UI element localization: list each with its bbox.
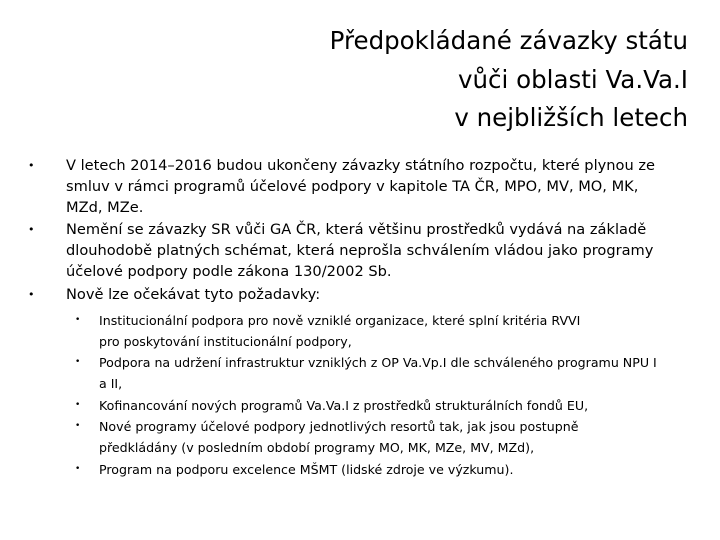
title-line-2: vůči oblasti Va.Va.I (458, 64, 688, 94)
bullet-item-2 (28, 220, 698, 282)
sub-bullet-item-5 (75, 459, 675, 480)
sub-bullet-line: Podpora na udržení infrastruktur vzniklých z OP Va.Vp.I dle schváleného programu NPU I (99, 355, 657, 371)
title-line-1: Předpokládané závazky státu (329, 26, 688, 55)
sub-bullet-item-2 (75, 352, 675, 395)
sub-bullet-line: Institucionální podpora pro nově vzniklé organizace, které splní kritéria RVVI (99, 312, 581, 328)
sub-bullet-item-3 (75, 395, 675, 416)
sub-bullet-marker: • (75, 399, 81, 410)
sub-bullet-marker: • (75, 357, 81, 368)
sub-bullet-line: a II, (99, 376, 123, 392)
sub-bullet-line: pro poskytování institucionální podpory, (99, 333, 352, 349)
sub-bullet-marker: • (75, 314, 81, 325)
bullet-marker: • (28, 159, 35, 172)
bullet-line: smluv v rámci programů účelové podpory v kapitole TA ČR, MPO, MV, MO, MK, (66, 177, 639, 195)
sub-bullet-line: Nové programy účelové podpory jednotlivých resortů tak, jak jsou postupně (99, 419, 579, 435)
bullet-item-1 (28, 156, 698, 218)
bullet-line: MZd, MZe. (66, 198, 144, 216)
bullet-line: V letech 2014–2016 budou ukončeny závazky státního rozpočtu, které plynou ze (66, 157, 655, 174)
bullet-line: Nově lze očekávat tyto požadavky: (66, 285, 321, 303)
sub-bullet-marker: • (75, 421, 81, 432)
bullet-line: Nemění se závazky SR vůči GA ČR, která většinu prostředků vydává na základě (66, 221, 647, 239)
sub-bullet-list (75, 310, 675, 480)
title-line-3: v nejbližších letech (454, 103, 688, 132)
sub-bullet-item-4 (75, 416, 675, 459)
bullet-marker: • (28, 287, 35, 301)
sub-bullet-line: předkládány (v posledním období programy MO, MK, MZe, MV, MZd), (99, 440, 535, 456)
bullet-item-3 (28, 285, 698, 306)
bullet-line: dlouhodobě platných schémat, která neprošla schválením vládou jako programy (66, 242, 654, 260)
sub-bullet-line: Program na podporu excelence MŠMT (lidské zdroje ve výzkumu). (99, 461, 514, 477)
bullet-line: účelové podpory podle zákona 130/2002 Sb. (66, 262, 392, 280)
slide-body (28, 156, 698, 480)
sub-bullet-marker: • (75, 463, 81, 474)
slide-title (228, 22, 688, 138)
sub-bullet-line: Kofinancování nových programů Va.Va.I z prostředků strukturálních fondů EU, (99, 397, 589, 413)
sub-bullet-item-1 (75, 310, 675, 353)
bullet-marker: • (28, 223, 35, 237)
